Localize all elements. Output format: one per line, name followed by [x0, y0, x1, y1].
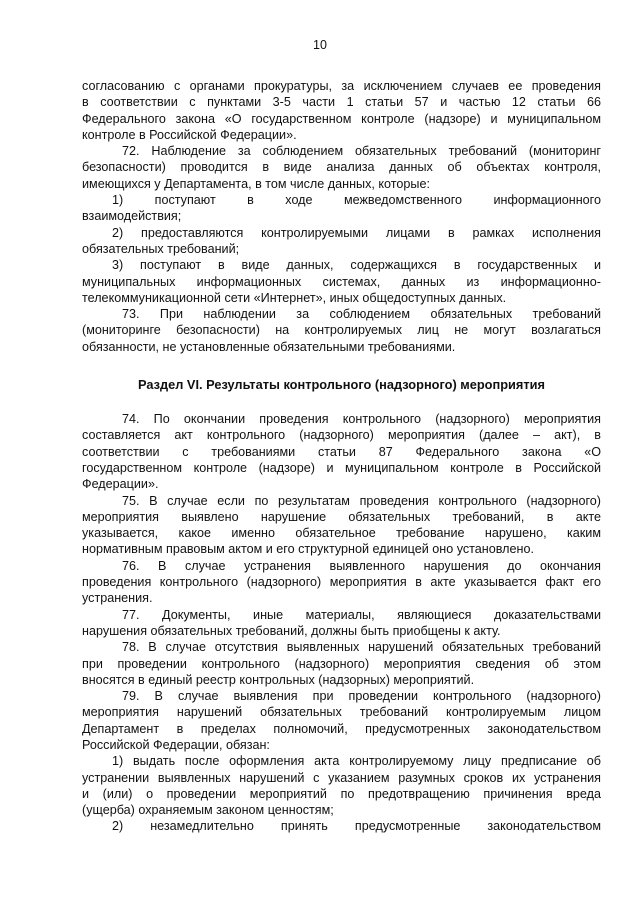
text-line: вносятся в единый реестр контрольных (надзорных) мероприятий.: [82, 672, 475, 687]
page-number: 10: [313, 38, 327, 52]
text-line: имеющихся у Департамента, в том числе данных, которые:: [82, 176, 430, 191]
text-line: государственном контроле (надзоре) и муниципальном контроле в Российской: [82, 460, 601, 475]
text-line: Российской Федерации, обязан:: [82, 737, 270, 752]
text-line: 73. При наблюдении за соблюдением обязательных требований: [122, 307, 601, 322]
text-line: Федерального закона «О государственном контроле (надзоре) и муниципальном: [82, 111, 601, 126]
text-line: нарушения обязательных требований, должны быть приобщены к акту.: [82, 623, 501, 638]
text-line: 78. В случае отсутствия выявленных нарушений обязательных требований: [122, 640, 601, 655]
text-line: 1) поступают в ходе межведомственного информационного: [112, 193, 601, 208]
text-line: 3) поступают в виде данных, содержащихся в государственных и: [112, 258, 601, 273]
text-line: 2) незамедлительно принять предусмотренные законодательством: [112, 819, 601, 834]
text-line: устранения.: [82, 591, 153, 606]
text-line: проведения контрольного (надзорного) мероприятия в акте указывается факт его: [82, 575, 601, 590]
text-line: мероприятия выявлено нарушение обязательных требований, в акте: [82, 509, 601, 524]
text-line: составляется акт контрольного (надзорного) мероприятия (далее – акт), в: [82, 428, 601, 443]
text-line: (мониторинге безопасности) на контролируемых лиц не могут возлагаться: [82, 323, 601, 338]
text-line: 72. Наблюдение за соблюдением обязательных требований (мониторинг: [122, 144, 601, 159]
text-line: муниципальных информационных системах, данных из информационно-: [82, 274, 601, 289]
text-line: Федерации».: [82, 477, 159, 492]
document-body: [82, 78, 601, 835]
text-line: взаимодействия;: [82, 209, 182, 224]
text-line: (ущерба) охраняемым законом ценностям;: [82, 803, 334, 818]
text-line: безопасности) проводится в виде анализа данных об объектах контроля,: [82, 160, 601, 175]
text-line: 76. В случае устранения выявленного нарушения до окончания: [122, 558, 601, 573]
text-line: контроле в Российской Федерации».: [82, 127, 297, 142]
text-line: 77. Документы, иные материалы, являющиеся доказательствами: [122, 607, 601, 622]
text-line: при проведении контрольного (надзорного) мероприятия сведения об этом: [82, 656, 601, 671]
text-line: 2) предоставляются контролируемыми лицами в рамках исполнения: [112, 225, 601, 240]
text-line: устранении выявленных нарушений с указанием разумных сроков их устранения: [82, 770, 601, 785]
text-line: соответствии с требованиями статьи 87 Федерального закона «О: [82, 444, 601, 459]
text-line: и (или) о проведении мероприятий по предотвращению причинения вреда: [82, 786, 601, 801]
text-line: указывается, какое именно обязательное требование нарушено, каким: [82, 526, 601, 541]
text-line: мероприятия нарушений обязательных требований контролируемым лицом: [82, 705, 601, 720]
text-line: 74. По окончании проведения контрольного (надзорного) мероприятия: [122, 412, 601, 427]
text-line: 79. В случае выявления при проведении контрольного (надзорного): [122, 689, 601, 704]
text-line: обязанности, не установленные обязательными требованиями.: [82, 339, 456, 354]
text-line: нормативным правовым актом и его структурной единицей оно установлено.: [82, 542, 534, 557]
text-line: Департамент в пределах полномочий, предусмотренных законодательством: [82, 721, 601, 736]
text-line: обязательных требований;: [82, 241, 240, 256]
text-line: 1) выдать после оформления акта контролируемому лицу предписание об: [112, 754, 601, 769]
text-line: в соответствии с пунктами 3-5 части 1 статьи 57 и частью 12 статьи 66: [82, 95, 601, 110]
text-line: 75. В случае если по результатам проведения контрольного (надзорного): [122, 493, 601, 508]
text-line: согласованию с органами прокуратуры, за исключением случаев ее проведения: [82, 79, 601, 93]
text-line: телекоммуникационной сети «Интернет», иных общедоступных данных.: [82, 290, 507, 305]
section-heading: Раздел VI. Результаты контрольного (надзорного) мероприятия: [137, 377, 545, 393]
